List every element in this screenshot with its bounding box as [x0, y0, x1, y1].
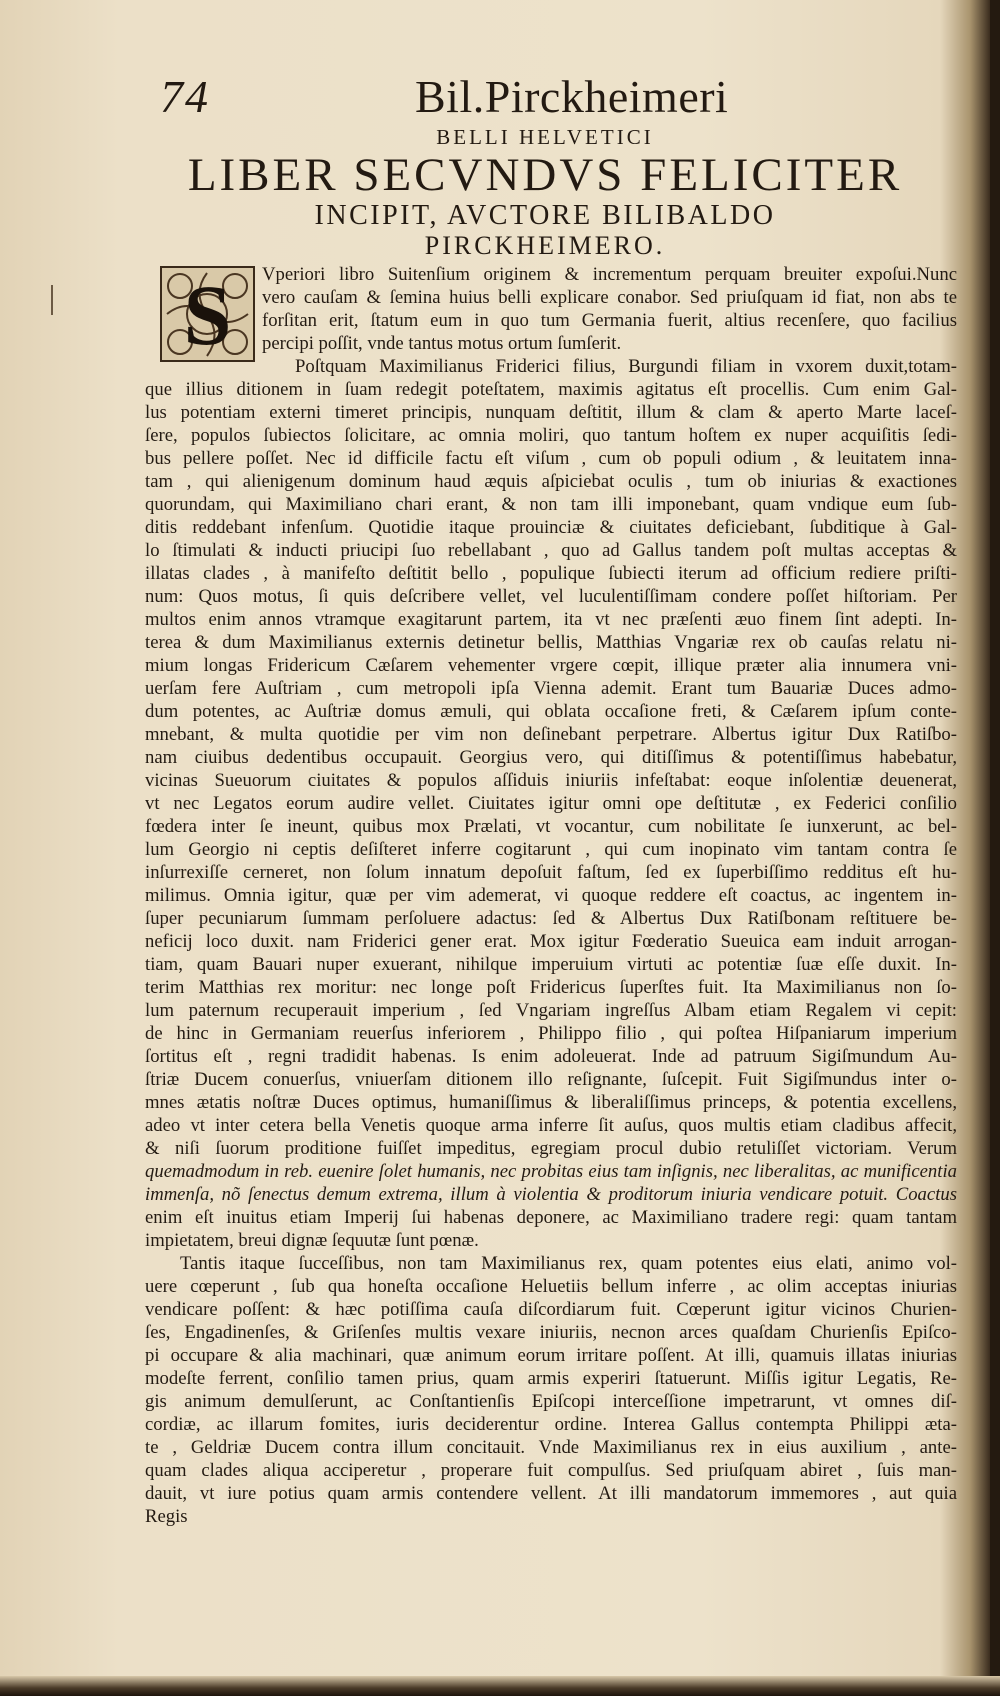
drop-cap-letter: S: [183, 267, 232, 362]
text-line: vicinas Sueuorum ciuitates & populos aſſiduis iniuriis infeſtabat: eoque inſolentiæ deuenerat,: [145, 770, 957, 791]
text-line: lum Georgio ni ceptis deſiſteret inferre cogitarunt , qui cum inopinato vim tantam contra ſe: [145, 839, 957, 860]
text-line: quemadmodum in reb. euenire ſolet humanis, nec probitas eius tam inſignis, nec liberalitas, ac munificentia: [145, 1161, 957, 1182]
margin-mark: [51, 285, 53, 315]
text-line: tiam, quam Bauari nuper exuerant, nihilque imperuium virtuti ac potentiæ ſuæ eſſe duxit. In-: [145, 954, 957, 975]
text-line: Poſtquam Maximilianus Friderici filius, Burgundi filiam in vxorem duxit,totam-: [295, 356, 957, 377]
text-line: immenſa, nõ ſenectus demum extrema, illum à violentia & proditorum iniuria vendicare potuit. Coactus: [145, 1184, 957, 1205]
heading-line-4: PIRCKHEIMERO.: [424, 231, 666, 260]
text-line: quorundam, qui Maximiliano chari erant, & non tam illi imponebant, quam vndique eum ſub-: [145, 494, 957, 515]
text-line: tam , qui alienigenum dominum haud æquis aſpiciebat oculis , tum ob iniurias & exactiones: [145, 471, 957, 492]
text-line: percipi poſſit, vnde tantus motus ortum ſumſerit.: [262, 333, 622, 354]
text-line: modeſte ferrent, conſilio tamen prius, quam armis experiri ſtatuerunt. Miſſis igitur Legatis, Re-: [145, 1368, 957, 1389]
page-number: 74: [160, 71, 210, 122]
text-line: uere cœperunt , ſub qua honeſta occaſione Heluetiis bellum inferre , ac olim acceptas iniurias: [145, 1276, 957, 1297]
text-line: uerſam fere Auſtriam , cum metropoli ipſa Vienna ademit. Erant tum Bauariæ Duces admo-: [145, 678, 957, 699]
heading-line-3: INCIPIT, AVCTORE BILIBALDO: [314, 200, 776, 231]
text-line: nam ciuibus dedentibus occupauit. Georgius vero, qui ditiſſimus & potentiſſimus habebatur,: [145, 747, 957, 768]
text-line: terim Matthias rex moritur: nec longe poſt Fridericus ſuperſtes fuit. Ita Maximilianus non ſo-: [145, 977, 957, 998]
text-line: lo ſtimulati & inducti priucipi ſuo rebellabant , quo ad Gallus tandem poſt multas acceptas &: [145, 540, 957, 561]
text-line: vendicare poſſent: & hæc potiſſima cauſa diſcordiarum fuit. Cœperunt igitur vicinos Churien-: [145, 1299, 957, 1320]
text-line: enim eſt inuitus etiam Imperij ſui habenas deponere, ac Maximiliano tradere regi: quam tantam: [145, 1207, 957, 1228]
text-line: num: Quos motus, ſi quis deſcribere vellet, vel luculentiſſimam condere poſſet hiſtoriam. Per: [145, 586, 957, 607]
text-line: ſtriæ Ducem conuerſus, vniuerſam ditionem illo reſignante, ſuſcepit. Fuit Sigiſmundus inter o-: [145, 1069, 957, 1090]
text-line: Vperiori libro Suitenſium originem & incrementum perquam breuiter expoſui.Nunc: [262, 264, 957, 285]
text-line: multos enim annos vtramque exagitarunt partem, ita vt nec præſenti æuo finem ſint adepti. In-: [145, 609, 957, 630]
book-spine-edge: [990, 0, 1000, 1696]
text-line: bus pellere poſſet. Nec id difficile factu eſt viſum , cum ob populi odium , & leuitatem inna-: [145, 448, 957, 469]
text-line: ditis reddebant infenſum. Quotidie itaque prouinciæ & ciuitates deficiebant, ſubditique à Gal-: [145, 517, 957, 538]
text-line: de hinc in Germaniam reuerſus inferiorem , Philippo filio , qui poſtea Hiſpaniarum imperium: [145, 1023, 957, 1044]
text-line: vero cauſam & ſemina huius belli explicare conabor. Sed priuſquam id fiat, non abs te: [262, 287, 957, 308]
running-head: [160, 70, 960, 130]
catchword: [145, 1528, 957, 1551]
text-line: Tantis itaque ſucceſſibus, non tam Maximilianus rex, quam potentes eius elati, animo vol-: [180, 1253, 957, 1274]
text-line: neficij loco duxit. nam Friderici gener erat. Mox igitur Fœderatio Sueuica eam induit arrogan-: [145, 931, 957, 952]
text-line: ſes, Engadinenſes, & Griſenſes multis vexare iniuriis, necnon arces quaſdam Churienſis Epiſco-: [145, 1322, 957, 1343]
text-line: mnebant, & multa quotidie per vim non deſinebant perpetrare. Albertus igitur Dux Ratiſbo-: [145, 724, 957, 745]
text-line: lum paternum recuperauit imperium , ſed Vngariam ingreſſus Albam etiam Regalem vi cepit:: [145, 1000, 957, 1021]
chapter-heading: [150, 124, 940, 260]
text-line: inſurrexiſſe cerneret, non ſolum innatum depoſuit faſtum, ſed ex ſuperbiſſimo redditus eſt hu-: [145, 862, 957, 883]
text-line: Regis: [145, 1506, 188, 1527]
text-line: vt nec Legatos eorum audire vellet. Ciuitates igitur omni ope deſtitutæ , ex Federici conſilio: [145, 793, 957, 814]
text-line: impietatem, breui dignæ ſequutæ ſunt pœnæ.: [145, 1230, 479, 1251]
text-line: dum potentes, ac Auſtriæ domus æmuli, qui oblata occaſione freti, & Cæſarem ipſum conte-: [145, 701, 957, 722]
text-line: terea & dum Maximilianus externis detinetur bellis, Matthias Vngariæ rex ob cauſas relatu ni-: [145, 632, 957, 653]
text-line: te , Geldriæ Ducem contra illum concitauit. Vnde Maximilianus rex in eius auxilium , ante-: [145, 1437, 957, 1458]
text-line: adeo vt inter cetera bella Venetis quoque arma inferre ſit auſus, quos multis etiam cladibus affecit,: [145, 1115, 957, 1136]
text-line: dauit, vt iure potius quam armis contendere vellent. At illi mandatorum immemores , aut quia: [145, 1483, 957, 1504]
text-line: cordiæ, ac illarum fomites, iuris deciderentur ordine. Interea Gallus contempta Philippi æta-: [145, 1414, 957, 1435]
text-line: que illius ditionem in ſuam redegit poteſtatem, maximis agitatus eſt procellis. Cum enim Gal-: [145, 379, 957, 400]
text-line: quam clades aliqua acciperetur , properare fuit compulſus. Sed priuſquam abiret , ſuis man-: [145, 1460, 957, 1481]
text-line: pi occupare & alia machinari, quæ animum eorum irritare poſſent. At illi, quamuis illatas iniurias: [145, 1345, 957, 1366]
running-title: Bil.Pirckheimeri: [415, 71, 729, 122]
text-line: milimus. Omnia igitur, quæ per vim ademerat, vi quoque reddere eſt coactus, ac ingentem in-: [145, 885, 957, 906]
text-line: mnes ætatis noſtræ Duces optimus, humaniſſimus & liberaliſſimus princeps, & potentia excellens,: [145, 1092, 957, 1113]
text-line: illatas clades , à manifeſto deſtitit bello , populique ſubiecti iterum ad officium rediere priſti-: [145, 563, 957, 584]
text-line: forſitan erit, ſtatum eum in quo tum Germania fuerit, altius recenſere, quo facilius: [262, 310, 957, 331]
text-line: ſere, populos ſubiectos ſolicitare, ac omnia moliri, quo tantum hoſtem ex nuper acquiſitis ſedi-: [145, 425, 957, 446]
heading-line-2: LIBER SECVNDVS FELICITER: [187, 149, 903, 201]
text-line: & niſi ſuorum proditione fuiſſet impeditus, egregiam procul dubio retuliſſet victoriam. Verum: [145, 1138, 957, 1159]
text-line: ſortitus eſt , regni tradidit habenas. Is enim adoleuerat. Inde ad patruum Sigiſmundum Au-: [145, 1046, 957, 1067]
text-line: gis animum demulſerunt, ac Conſtantienſis Epiſcopi interceſſione impetrarunt, vt omnes diſ-: [145, 1391, 957, 1412]
text-line: mium longas Fridericum Cæſarem vehementer vrgere cœpit, illique præter alia innumera vni-: [145, 655, 957, 676]
heading-line-1: BELLI HELVETICI: [436, 125, 654, 149]
page-bottom-edge: [0, 1676, 1000, 1696]
text-line: fœdera inter ſe ineunt, quibus mox Prælati, vt vocantur, cum nobilitate ſe iunxerunt, ac bel-: [145, 816, 957, 837]
text-line: ſuper pecuniarum ſummam perſoluere adactus: ſed & Albertus Dux Ratiſbonam reſtituere be-: [145, 908, 957, 929]
text-line: lus potentiam externi timeret principis, nunquam deſtitit, illum & clam & aperto Marte laceſ-: [145, 402, 957, 423]
ornamental-initial: [160, 266, 255, 362]
